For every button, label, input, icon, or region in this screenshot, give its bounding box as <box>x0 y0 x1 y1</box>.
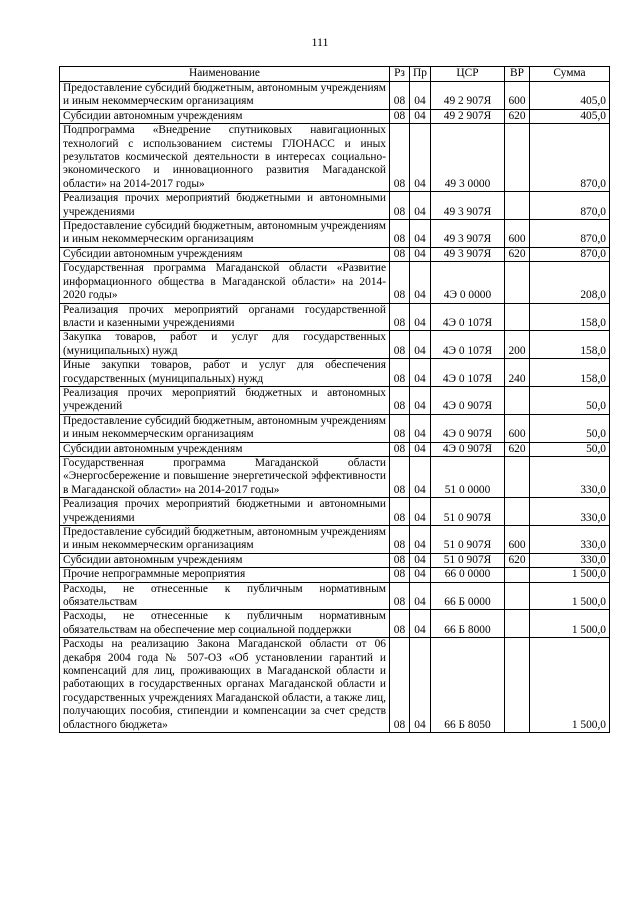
cell-pr: 04 <box>410 386 431 414</box>
cell-name: Реализация прочих мероприятий бюджетными и автономными учреждениями <box>60 192 390 220</box>
cell-vr <box>505 610 530 638</box>
cell-vr <box>505 262 530 303</box>
cell-name: Предоставление субсидий бюджетным, автономным учреждениям и иным некоммерческим организациям <box>60 220 390 248</box>
cell-pr: 04 <box>410 192 431 220</box>
table-row <box>60 192 610 220</box>
cell-rz: 08 <box>390 638 410 733</box>
cell-rz: 08 <box>390 386 410 414</box>
cell-name: Иные закупки товаров, работ и услуг для обеспечения государственных (муниципальных) нужд <box>60 359 390 387</box>
cell-sum: 208,0 <box>530 262 610 303</box>
table-row <box>60 262 610 303</box>
cell-pr: 04 <box>410 247 431 261</box>
cell-rz: 08 <box>390 526 410 554</box>
cell-pr: 04 <box>410 553 431 567</box>
cell-csr: 66 Б 8000 <box>431 610 505 638</box>
table-row <box>60 526 610 554</box>
cell-pr: 04 <box>410 331 431 359</box>
cell-csr: 4Э 0 0000 <box>431 262 505 303</box>
cell-name: Реализация прочих мероприятий бюджетных и автономных учреждений <box>60 386 390 414</box>
cell-sum: 50,0 <box>530 414 610 442</box>
cell-pr: 04 <box>410 109 431 123</box>
cell-vr: 620 <box>505 247 530 261</box>
cell-pr: 04 <box>410 456 431 497</box>
cell-name: Расходы, не отнесенные к публичным нормативным обязательствам на обеспечение мер социальной поддержки <box>60 610 390 638</box>
cell-vr: 240 <box>505 359 530 387</box>
cell-vr: 620 <box>505 442 530 456</box>
cell-name: Государственная программа Магаданской области «Развитие информационного общества в Магаданской области» на 2014-2020 годы» <box>60 262 390 303</box>
cell-csr: 4Э 0 107Я <box>431 303 505 331</box>
cell-sum: 1 500,0 <box>530 568 610 582</box>
table-row <box>60 553 610 567</box>
cell-pr: 04 <box>410 262 431 303</box>
cell-rz: 08 <box>390 82 410 110</box>
cell-name: Закупка товаров, работ и услуг для государственных (муниципальных) нужд <box>60 331 390 359</box>
table-row <box>60 220 610 248</box>
cell-rz: 08 <box>390 262 410 303</box>
cell-pr: 04 <box>410 82 431 110</box>
table-row <box>60 359 610 387</box>
cell-csr: 49 3 0000 <box>431 124 505 192</box>
cell-rz: 08 <box>390 553 410 567</box>
header-sum: Сумма <box>530 67 610 82</box>
cell-pr: 04 <box>410 610 431 638</box>
table-row <box>60 414 610 442</box>
cell-sum: 330,0 <box>530 553 610 567</box>
cell-pr: 04 <box>410 303 431 331</box>
table-row <box>60 331 610 359</box>
header-rz: Рз <box>390 67 410 82</box>
table-row <box>60 442 610 456</box>
cell-csr: 49 3 907Я <box>431 247 505 261</box>
table-row <box>60 582 610 610</box>
cell-csr: 49 2 907Я <box>431 109 505 123</box>
cell-pr: 04 <box>410 442 431 456</box>
cell-name: Субсидии автономным учреждениям <box>60 247 390 261</box>
header-name: Наименование <box>60 67 390 82</box>
cell-sum: 1 500,0 <box>530 582 610 610</box>
cell-name: Реализация прочих мероприятий органами государственной власти и казенными учреждениями <box>60 303 390 331</box>
cell-sum: 1 500,0 <box>530 610 610 638</box>
cell-vr: 620 <box>505 553 530 567</box>
cell-pr: 04 <box>410 582 431 610</box>
cell-vr <box>505 638 530 733</box>
cell-name: Реализация прочих мероприятий бюджетными и автономными учреждениями <box>60 498 390 526</box>
cell-sum: 330,0 <box>530 498 610 526</box>
cell-rz: 08 <box>390 359 410 387</box>
table-header-row <box>60 67 610 82</box>
table-row <box>60 247 610 261</box>
cell-rz: 08 <box>390 247 410 261</box>
cell-csr: 66 0 0000 <box>431 568 505 582</box>
header-pr: Пр <box>410 67 431 82</box>
cell-rz: 08 <box>390 331 410 359</box>
cell-rz: 08 <box>390 124 410 192</box>
cell-csr: 51 0 907Я <box>431 553 505 567</box>
table-row <box>60 303 610 331</box>
cell-sum: 158,0 <box>530 359 610 387</box>
cell-name: Прочие непрограммные мероприятия <box>60 568 390 582</box>
cell-vr <box>505 498 530 526</box>
cell-sum: 158,0 <box>530 303 610 331</box>
table-row <box>60 456 610 497</box>
cell-rz: 08 <box>390 192 410 220</box>
cell-name: Субсидии автономным учреждениям <box>60 109 390 123</box>
table-row <box>60 610 610 638</box>
cell-vr <box>505 568 530 582</box>
cell-vr <box>505 456 530 497</box>
cell-csr: 49 3 907Я <box>431 220 505 248</box>
header-csr: ЦСР <box>431 67 505 82</box>
cell-rz: 08 <box>390 109 410 123</box>
cell-csr: 51 0 907Я <box>431 526 505 554</box>
cell-vr <box>505 192 530 220</box>
table-row <box>60 386 610 414</box>
cell-vr <box>505 582 530 610</box>
cell-sum: 1 500,0 <box>530 638 610 733</box>
cell-sum: 870,0 <box>530 192 610 220</box>
table-row <box>60 638 610 733</box>
cell-csr: 66 Б 0000 <box>431 582 505 610</box>
cell-csr: 4Э 0 907Я <box>431 386 505 414</box>
cell-rz: 08 <box>390 582 410 610</box>
cell-vr: 200 <box>505 331 530 359</box>
cell-vr: 600 <box>505 414 530 442</box>
cell-csr: 4Э 0 107Я <box>431 331 505 359</box>
cell-sum: 870,0 <box>530 124 610 192</box>
cell-rz: 08 <box>390 414 410 442</box>
cell-rz: 08 <box>390 568 410 582</box>
cell-rz: 08 <box>390 456 410 497</box>
cell-name: Государственная программа Магаданской области «Энергосбережение и повышение энергетической эффективности в Магаданской области» на 2014-2017 годы» <box>60 456 390 497</box>
cell-pr: 04 <box>410 568 431 582</box>
cell-rz: 08 <box>390 498 410 526</box>
budget-table <box>59 66 610 733</box>
cell-rz: 08 <box>390 442 410 456</box>
cell-name: Расходы, не отнесенные к публичным нормативным обязательствам <box>60 582 390 610</box>
cell-pr: 04 <box>410 638 431 733</box>
page-number: 111 <box>311 35 329 49</box>
cell-vr <box>505 124 530 192</box>
cell-csr: 66 Б 8050 <box>431 638 505 733</box>
cell-csr: 4Э 0 907Я <box>431 442 505 456</box>
cell-sum: 330,0 <box>530 456 610 497</box>
cell-csr: 51 0 0000 <box>431 456 505 497</box>
cell-rz: 08 <box>390 220 410 248</box>
cell-csr: 4Э 0 107Я <box>431 359 505 387</box>
cell-pr: 04 <box>410 414 431 442</box>
cell-sum: 405,0 <box>530 109 610 123</box>
cell-name: Предоставление субсидий бюджетным, автономным учреждениям и иным некоммерческим организациям <box>60 526 390 554</box>
table-row <box>60 82 610 110</box>
header-vr: ВР <box>505 67 530 82</box>
cell-rz: 08 <box>390 610 410 638</box>
cell-pr: 04 <box>410 526 431 554</box>
cell-csr: 49 2 907Я <box>431 82 505 110</box>
cell-vr <box>505 303 530 331</box>
cell-sum: 870,0 <box>530 247 610 261</box>
cell-name: Подпрограмма «Внедрение спутниковых навигационных технологий с использованием системы ГЛОНАСС и иных результатов космической деятельности в интересах социально-экономического и инновационного развития Магаданской области» на 2014-2017 годы» <box>60 124 390 192</box>
cell-csr: 4Э 0 907Я <box>431 414 505 442</box>
cell-name: Расходы на реализацию Закона Магаданской области от 06 декабря 2004 года № 507-ОЗ «Об установлении гарантий и компенсаций для лиц, проживающих в Магаданской области и работающих в государственных органах Магаданской области и государственных учреждениях Магаданской области, а также лиц, получающих пособия, стипендии и компенсации за счет средств областного бюджета» <box>60 638 390 733</box>
cell-pr: 04 <box>410 359 431 387</box>
cell-csr: 49 3 907Я <box>431 192 505 220</box>
cell-sum: 50,0 <box>530 386 610 414</box>
cell-rz: 08 <box>390 303 410 331</box>
cell-vr <box>505 386 530 414</box>
cell-sum: 50,0 <box>530 442 610 456</box>
table-row <box>60 498 610 526</box>
cell-pr: 04 <box>410 220 431 248</box>
cell-vr: 600 <box>505 220 530 248</box>
cell-pr: 04 <box>410 498 431 526</box>
cell-vr: 600 <box>505 82 530 110</box>
table-body <box>60 82 610 733</box>
cell-sum: 158,0 <box>530 331 610 359</box>
cell-pr: 04 <box>410 124 431 192</box>
table-row <box>60 568 610 582</box>
cell-vr: 600 <box>505 526 530 554</box>
cell-sum: 405,0 <box>530 82 610 110</box>
cell-csr: 51 0 907Я <box>431 498 505 526</box>
cell-name: Субсидии автономным учреждениям <box>60 553 390 567</box>
cell-sum: 870,0 <box>530 220 610 248</box>
cell-vr: 620 <box>505 109 530 123</box>
cell-sum: 330,0 <box>530 526 610 554</box>
cell-name: Предоставление субсидий бюджетным, автономным учреждениям и иным некоммерческим организациям <box>60 82 390 110</box>
cell-name: Предоставление субсидий бюджетным, автономным учреждениям и иным некоммерческим организациям <box>60 414 390 442</box>
cell-name: Субсидии автономным учреждениям <box>60 442 390 456</box>
table-row <box>60 109 610 123</box>
table-row <box>60 124 610 192</box>
